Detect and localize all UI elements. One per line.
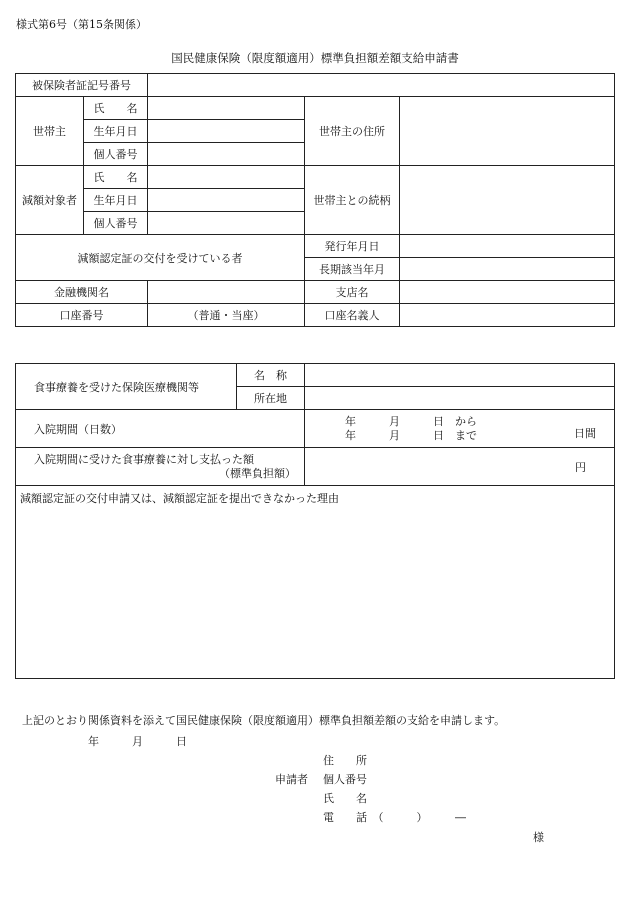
applicant-name-label: 氏 名: [323, 792, 367, 805]
certificate-holder-label: 減額認定証の交付を受けている者: [16, 235, 305, 281]
paid-amount-label-cell: [16, 448, 305, 486]
issue-date-field[interactable]: [400, 235, 615, 258]
period-label: 入院期間（日数）: [16, 410, 305, 448]
reason-row: [16, 486, 615, 679]
branch-field[interactable]: [400, 281, 615, 304]
paid-amount-field[interactable]: [305, 448, 615, 486]
account-row: [16, 304, 615, 327]
certificate-issue-row: [16, 235, 615, 258]
applicant-info-table: [15, 73, 615, 327]
institution-label: 食事療養を受けた保険医療機関等: [16, 364, 237, 410]
account-holder-label: 口座名義人: [305, 304, 400, 327]
institution-address-field[interactable]: [305, 387, 615, 410]
reduction-target-label: 減額対象者: [16, 166, 84, 235]
householder-birthdate-field[interactable]: [148, 120, 305, 143]
target-name-field[interactable]: [148, 166, 305, 189]
relationship-field[interactable]: [400, 166, 615, 235]
paid-amount-row: [16, 448, 615, 486]
institution-name-label: 名 称: [237, 364, 305, 387]
householder-personal-number-label: 個人番号: [84, 143, 148, 166]
reason-label: 減額認定証の交付申請又は、減額認定証を提出できなかった理由: [20, 492, 339, 505]
paid-amount-label: 入院期間に受けた食事療養に対し支払った額: [34, 452, 254, 466]
bank-row: [16, 281, 615, 304]
householder-name-row: [16, 97, 615, 120]
form-number: 様式第6号（第15条関係）: [16, 18, 147, 31]
householder-birthdate-label: 生年月日: [84, 120, 148, 143]
householder-label: 世帯主: [16, 97, 84, 166]
householder-address-field[interactable]: [400, 97, 615, 166]
reason-field[interactable]: [16, 486, 615, 679]
target-personal-number-label: 個人番号: [84, 212, 148, 235]
account-type-field[interactable]: （普通・当座）: [148, 304, 305, 327]
period-field[interactable]: [305, 410, 615, 448]
target-name-row: [16, 166, 615, 189]
period-to: 年 月 日 まで: [345, 428, 477, 442]
honorific: 様: [533, 831, 544, 844]
applicant-phone-label: 電 話 （ ） ―: [323, 811, 466, 824]
period-from: 年 月 日 から: [345, 414, 477, 428]
long-term-field[interactable]: [400, 258, 615, 281]
application-date[interactable]: 年 月 日: [88, 735, 187, 748]
bank-field[interactable]: [148, 281, 305, 304]
account-number-label: 口座番号: [16, 304, 148, 327]
institution-name-row: [16, 364, 615, 387]
insured-id-row: [16, 74, 615, 97]
target-birthdate-label: 生年月日: [84, 189, 148, 212]
target-birthdate-field[interactable]: [148, 189, 305, 212]
householder-personal-number-field[interactable]: [148, 143, 305, 166]
declaration-text: 上記のとおり関係資料を添えて国民健康保険（限度額適用）標準負担額差額の支給を申請します。: [22, 714, 506, 727]
relationship-label: 世帯主との続柄: [305, 166, 400, 235]
period-row: [16, 410, 615, 448]
insured-id-label: 被保険者証記号番号: [16, 74, 148, 97]
issue-date-label: 発行年月日: [305, 235, 400, 258]
meal-expense-table: [15, 363, 615, 679]
householder-name-field[interactable]: [148, 97, 305, 120]
target-name-label: 氏 名: [84, 166, 148, 189]
institution-name-field[interactable]: [305, 364, 615, 387]
paid-amount-sublabel: （標準負担額）: [219, 466, 296, 480]
insured-id-field[interactable]: [148, 74, 615, 97]
target-personal-number-field[interactable]: [148, 212, 305, 235]
yen-unit: 円: [575, 460, 586, 474]
days-unit: 日間: [574, 427, 596, 440]
applicant-personal-number-label: 個人番号: [323, 773, 367, 786]
form-title: 国民健康保険（限度額適用）標準負担額差額支給申請書: [171, 51, 459, 65]
householder-address-label: 世帯主の住所: [305, 97, 400, 166]
long-term-label: 長期該当年月: [305, 258, 400, 281]
bank-label: 金融機関名: [16, 281, 148, 304]
applicant-label: 申請者: [275, 773, 308, 786]
applicant-address-label: 住 所: [323, 754, 367, 767]
branch-label: 支店名: [305, 281, 400, 304]
institution-address-label: 所在地: [237, 387, 305, 410]
account-holder-field[interactable]: [400, 304, 615, 327]
householder-name-label: 氏 名: [84, 97, 148, 120]
